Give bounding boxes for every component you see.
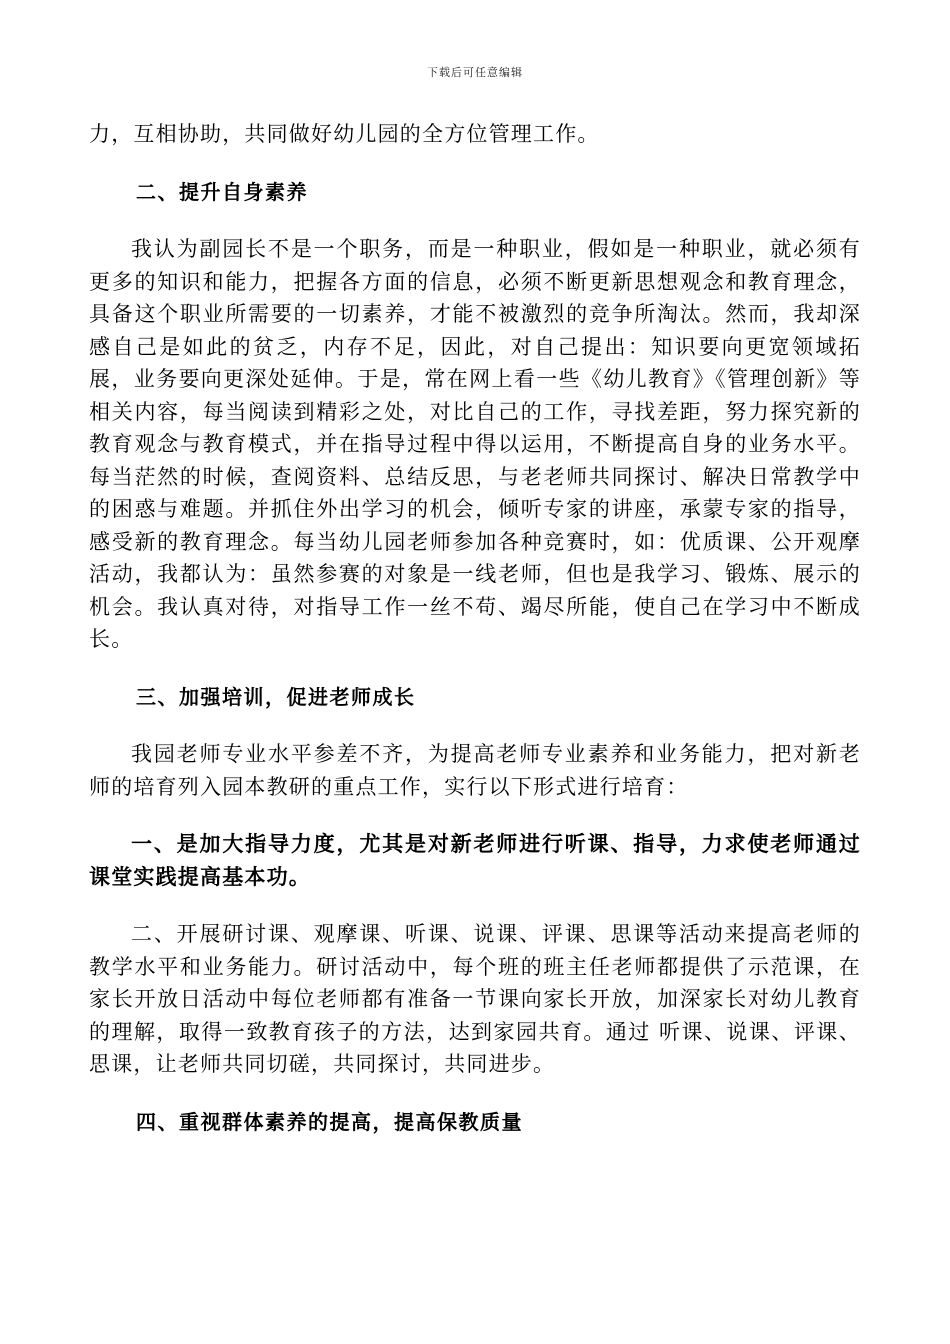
paragraph-point-two: 二、开展研讨课、观摩课、听课、说课、评课、思课等活动来提高老师的教学水平和业务能力。研讨活动中，每个班的班主任老师都提供了示范课，在家长开放日活动中每位老师都有准备一节课向家长开放，加深家长对幼儿教育的理解，取得一致教育孩子的方法，达到家园共育。通过 听课、说课、评课、思课，让老师共同切磋，共同探讨，共同进步。 bbox=[89, 922, 861, 1076]
paragraph-self-improvement: 我认为副园长不是一个职务，而是一种职业，假如是一种职业，就必须有更多的知识和能力，把握各方面的信息，必须不断更新思想观念和教育理念，具备这个职业所需要的一切素养，才能不被激烈的竞争所淘汰。然而，我却深感自己是如此的贫乏，内存不足，因此，对自己提出：知识要向更宽领域拓展，业务要向更深处延伸。于是，常在网上看一些《幼儿教育》《管理创新》等相关内容，每当阅读到精彩之处，对比自己的工作，寻找差距，努力探究新的教育观念与教育模式，并在指导过程中得以运用，不断提高自身的业务水平。每当茫然的时候，查阅资料、总结反思，与老老师共同探讨、解决日常教学中的困惑与难题。并抓住外出学习的机会，倾听专家的讲座，承蒙专家的指导，感受新的教育理念。每当幼儿园老师参加各种竞赛时，如：优质课、公开观摩活动，我都认为：虽然参赛的对象是一线老师，但也是我学习、锻炼、展示的机会。我认真对待，对指导工作一丝不苟、竭尽所能，使自己在学习中不断成长。 bbox=[89, 237, 861, 651]
paragraph-point-one: 一、是加大指导力度，尤其是对新老师进行听课、指导，力求使老师通过课堂实践提高基本功。 bbox=[89, 831, 861, 889]
section-heading-2: 二、提升自身素养 bbox=[136, 179, 308, 204]
section-heading-3: 三、加强培训，促进老师成长 bbox=[136, 684, 416, 709]
paragraph-continuation: 力，互相协助，共同做好幼儿园的全方位管理工作。 bbox=[89, 122, 600, 146]
section-heading-4: 四、重视群体素养的提高，提高保教质量 bbox=[136, 1109, 523, 1134]
document-body bbox=[89, 118, 861, 1138]
paragraph-teacher-training: 我园老师专业水平参差不齐，为提高老师专业素养和业务能力，把对新老师的培育列入园本教研的重点工作，实行以下形式进行培育： bbox=[89, 742, 861, 799]
page-header: 下载后可任意编辑 bbox=[427, 66, 523, 79]
